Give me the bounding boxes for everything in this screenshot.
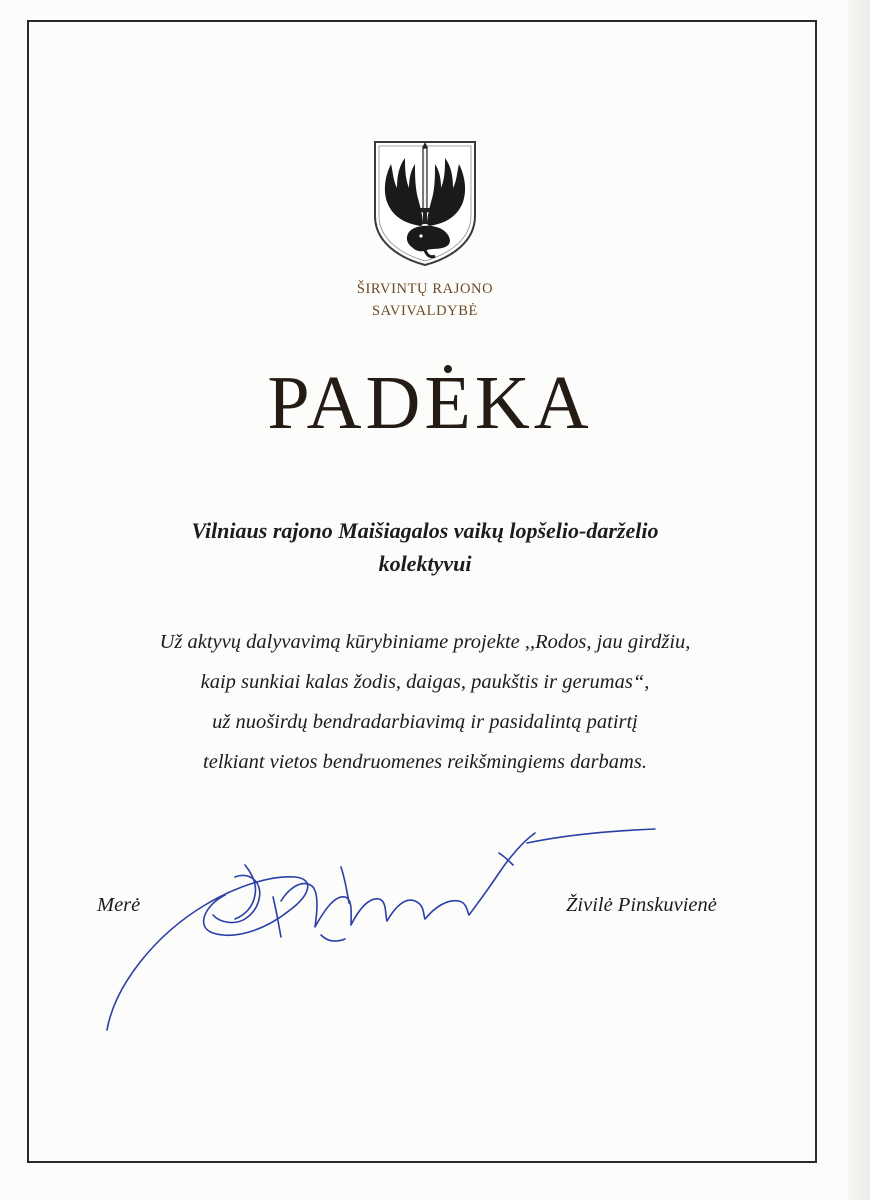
appreciation-line4: telkiant vietos bendruomenes reikšmingiems darbams. — [203, 751, 647, 773]
paper-edge — [848, 0, 870, 1200]
signatory-name: Živilė Pinskuvienė — [566, 894, 717, 916]
appreciation-text — [80, 622, 770, 782]
recipient-line2: kolektyvui — [378, 551, 472, 576]
signatory-title: Merė — [97, 894, 141, 916]
recipient — [90, 514, 760, 580]
handwritten-signature — [95, 815, 675, 1040]
municipality-name — [300, 278, 550, 322]
municipality-name-line2: SAVIVALDYBĖ — [372, 303, 478, 319]
municipality-name-line1: ŠIRVINTŲ RAJONO — [356, 281, 494, 297]
coat-of-arms-elk-sword-icon — [369, 138, 481, 268]
appreciation-line3: už nuoširdų bendradarbiavimą ir pasidalintą patirtį — [212, 711, 638, 733]
recipient-line1: Vilniaus rajono Maišiagalos vaikų lopšelio-darželio — [191, 518, 659, 543]
certificate-title: PADĖKA — [267, 361, 593, 445]
appreciation-line2: kaip sunkiai kalas žodis, daigas, paukštis ir gerumas“, — [200, 671, 650, 693]
appreciation-line1: Už aktyvų dalyvavimą kūrybiniame projekte ,,Rodos, jau girdžiu, — [159, 631, 691, 653]
